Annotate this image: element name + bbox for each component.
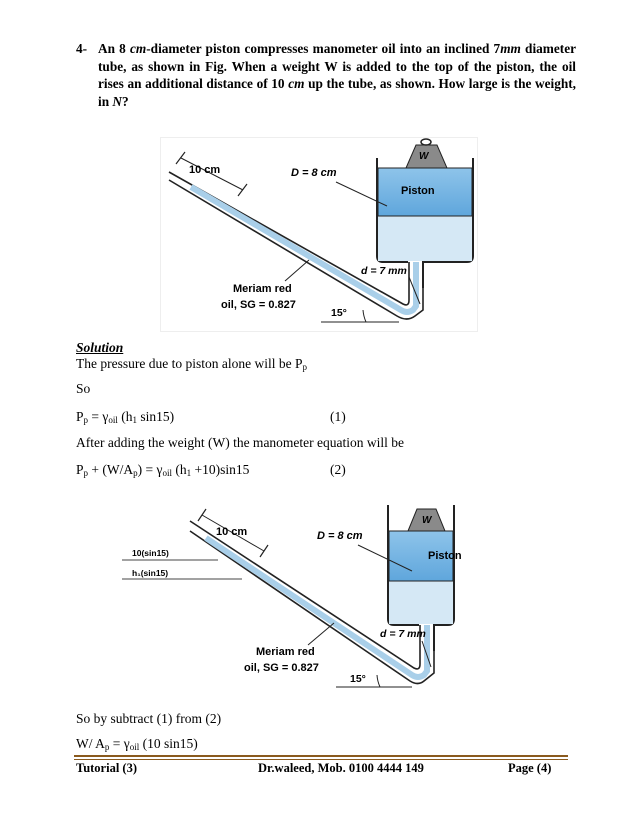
manometer-diagram-1 <box>161 138 477 331</box>
label-oil-name: Meriam red <box>233 283 292 295</box>
figure-manometer-1 <box>160 137 478 332</box>
equation-1: $P_p = \gamma_{oil}$ ($h_1$ sin15) <box>76 409 175 425</box>
solution-heading: Solution <box>76 340 124 355</box>
footer-left: Tutorial (3) <box>76 761 137 775</box>
solution-line-2: So <box>76 381 91 396</box>
label-angle-2: 15° <box>350 673 366 685</box>
question-text: An 8 cm-diameter piston compresses manometer oil into an inclined 7mm diameter tube, as shown in Fig. When a weight W is added to the top of the piston, the oil rises an additional distance of 10 cm up the tube, as shown. How large is the weight, in N? <box>98 41 577 109</box>
equation-1-number: (1) <box>330 409 346 424</box>
reservoir-oil <box>378 216 472 261</box>
label-diameter: D = 8 cm <box>291 167 337 179</box>
footer-rule-thick <box>74 755 568 757</box>
question-block <box>76 40 576 110</box>
label-oil-sg-2: oil, SG = 0.827 <box>244 662 319 674</box>
footer-rule-thin <box>74 759 568 760</box>
weight-hook-icon <box>421 139 431 145</box>
label-h1sin15: h₁(sin15) <box>132 568 169 578</box>
label-tube-diameter: d = 7 mm <box>361 265 407 277</box>
solution-line-1: The pressure due to piston alone will be $P_p$ <box>76 356 307 372</box>
label-diameter-2: D = 8 cm <box>317 530 363 542</box>
reservoir-oil-2 <box>389 581 453 624</box>
footer-center: Dr.waleed, Mob. 0100 4444 149 <box>258 761 424 775</box>
label-piston-2: Piston <box>428 550 462 562</box>
label-w-2: W <box>422 515 432 526</box>
equation-2-number: (2) <box>330 462 346 477</box>
solution-line-6: So by subtract (1) from (2) <box>76 711 222 726</box>
label-tube-diameter-2: d = 7 mm <box>380 628 426 640</box>
label-piston: Piston <box>401 185 435 197</box>
manometer-diagram-2 <box>122 505 462 705</box>
label-angle: 15° <box>331 307 347 319</box>
equation-2: $P_p + (W/A_p) = \gamma_{oil}$ $(h_1 +10)\sin 15$ <box>76 462 250 478</box>
label-oil-name-2: Meriam red <box>256 646 315 658</box>
solution-line-4: After adding the weight (W) the manometer equation will be <box>76 435 405 450</box>
label-10cm-2: 10 cm <box>216 526 248 538</box>
label-w: W <box>419 151 429 162</box>
equation-3: W/ $A_p = \gamma_{oil}$ (10 sin15) <box>76 736 198 752</box>
label-oil-sg: oil, SG = 0.827 <box>221 299 296 311</box>
question-number: 4- <box>76 41 88 56</box>
figure-manometer-2 <box>122 505 462 705</box>
label-10cm: 10 cm <box>189 164 221 176</box>
footer-page-number: Page (4) <box>508 761 552 775</box>
label-10sin15: 10(sin15) <box>132 548 169 558</box>
